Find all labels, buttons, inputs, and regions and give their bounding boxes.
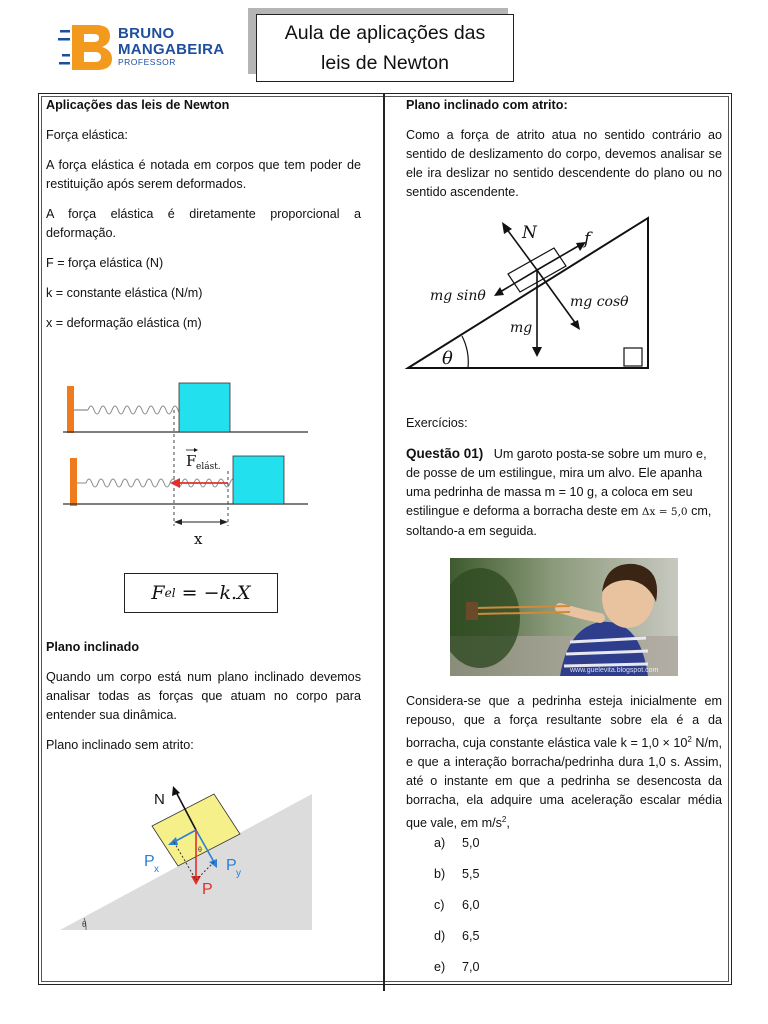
friction-N-label: N xyxy=(522,223,537,243)
question-1-continuation xyxy=(406,692,722,833)
elastic-paragraph-2: A força elástica é diretamente proporcional a deformação. xyxy=(46,207,361,240)
option-d-key: d) xyxy=(434,929,446,943)
question-1-cont-c: , xyxy=(506,816,510,831)
px-label: P xyxy=(144,853,155,870)
option-d-value: 6,5 xyxy=(462,929,480,943)
photo-watermark: www.guelevita.blogspot.com xyxy=(570,667,659,674)
option-c[interactable] xyxy=(434,898,480,912)
friction-theta: θ xyxy=(442,348,453,369)
question-1-dx: Δx = 5,0 xyxy=(641,506,688,518)
friction-figure xyxy=(404,212,652,372)
left-heading: Aplicações das leis de Newton xyxy=(46,98,230,112)
spring-figure xyxy=(58,376,313,551)
right-column xyxy=(406,96,722,213)
definition-k: k = constante elástica (N/m) xyxy=(46,286,203,300)
incline-heading: Plano inclinado xyxy=(46,640,140,654)
logo-line1: BRUNO xyxy=(118,25,175,42)
option-c-key: c) xyxy=(434,898,445,912)
py-label: P xyxy=(226,857,237,874)
hooke-formula xyxy=(124,573,278,613)
elastic-paragraph-1: A força elástica é notada em corpos que tem poder de restituição após serem deformados. xyxy=(46,158,361,191)
formula-lhs: F xyxy=(151,582,165,604)
option-b[interactable] xyxy=(434,867,480,881)
incline-figure xyxy=(56,782,318,934)
option-a-value: 5,0 xyxy=(462,836,480,850)
formula-sub: el xyxy=(164,586,176,600)
logo-line3: PROFESSOR xyxy=(118,57,176,67)
slingshot-photo xyxy=(450,558,678,676)
definition-x: x = deformação elástica (m) xyxy=(46,316,202,330)
question-1-exp: 2 xyxy=(687,735,692,744)
option-e-key: e) xyxy=(434,960,446,974)
page-title xyxy=(256,14,514,82)
exercises-label: Exercícios: xyxy=(406,416,468,430)
x-label: x xyxy=(194,530,203,548)
px-sub: x xyxy=(154,864,159,875)
incline-paragraph: Quando um corpo está num plano inclinado devemos analisar todas as forças que atuam no corpo para entender sua dinâmica. xyxy=(46,670,361,722)
question-1-cont-a: Considera-se que a pedrinha esteja inicialmente em repouso, que a força resultante sobre ela é a da borracha, cuja constante elástica vale k = 1,0 × 10 xyxy=(406,694,722,751)
left-column-lower xyxy=(46,638,361,766)
title-line2: leis de Newton xyxy=(321,52,449,74)
question-1-text-a: Um garoto posta-se sobre um muro e, de posse de um estilingue, mira um alvo. Ele apanha uma pedrinha de massa m = 10 g, a coloca em seu estilingue e deforma a borracha deste em xyxy=(406,447,707,518)
wall-bottom xyxy=(70,458,77,506)
question-1-cont-b: N/m, e que a interação borracha/pedrinha dura 1,0 s. Assim, até o instante em que a pedrinha se desencosta da borracha, ela adquire uma aceleração escalar média que vale, em m/s xyxy=(406,736,722,831)
logo-text xyxy=(118,26,224,67)
py-sub: y xyxy=(236,868,241,879)
friction-heading: Plano inclinado com atrito: xyxy=(406,98,568,112)
exercises-block xyxy=(406,414,722,552)
option-b-value: 5,5 xyxy=(462,867,480,881)
normal-label: N xyxy=(154,791,165,808)
option-b-key: b) xyxy=(434,867,446,881)
friction-f-label: f xyxy=(584,229,591,249)
column-divider xyxy=(383,93,385,991)
question-1-label: Questão 01) xyxy=(406,446,484,461)
block-angle-label: θ xyxy=(198,847,202,854)
box-stretched xyxy=(233,456,284,504)
title-line1: Aula de aplicações das xyxy=(284,22,486,44)
question-1-exp2: 2 xyxy=(501,815,507,825)
wall-top xyxy=(67,386,74,433)
incline-angle-label: θ xyxy=(82,920,87,929)
box-relaxed xyxy=(179,383,230,432)
friction-mgsin-label: mg sinθ xyxy=(430,288,486,304)
question-1 xyxy=(406,444,722,541)
definition-f: F = força elástica (N) xyxy=(46,256,164,270)
weight-label: P xyxy=(202,881,213,898)
no-friction-label: Plano inclinado sem atrito: xyxy=(46,738,194,752)
friction-mgcos-label: mg cosθ xyxy=(570,294,629,310)
logo-line2: MANGABEIRA xyxy=(118,41,225,58)
logo-b-icon xyxy=(58,22,118,72)
option-a[interactable] xyxy=(434,836,480,850)
friction-mg-label: mg xyxy=(510,320,533,336)
left-column xyxy=(46,96,361,344)
option-e-value: 7,0 xyxy=(462,960,480,974)
force-label: F xyxy=(186,452,197,470)
option-a-key: a) xyxy=(434,836,446,850)
option-d[interactable] xyxy=(434,929,480,943)
formula-rhs: = −k.X xyxy=(181,582,251,604)
spring-relaxed xyxy=(88,406,184,414)
friction-paragraph: Como a força de atrito atua no sentido contrário ao sentido de deslizamento do corpo, devemos analisar se ele ira deslizar no sentido descendente do plano ou no sentido ascendente. xyxy=(406,128,722,199)
option-c-value: 6,0 xyxy=(462,898,480,912)
force-label-sub: elást. xyxy=(196,462,221,472)
option-e[interactable] xyxy=(434,960,480,974)
elastic-label: Força elástica: xyxy=(46,128,128,142)
question-1-text-b: cm, soltando-a em seguida. xyxy=(406,504,712,538)
